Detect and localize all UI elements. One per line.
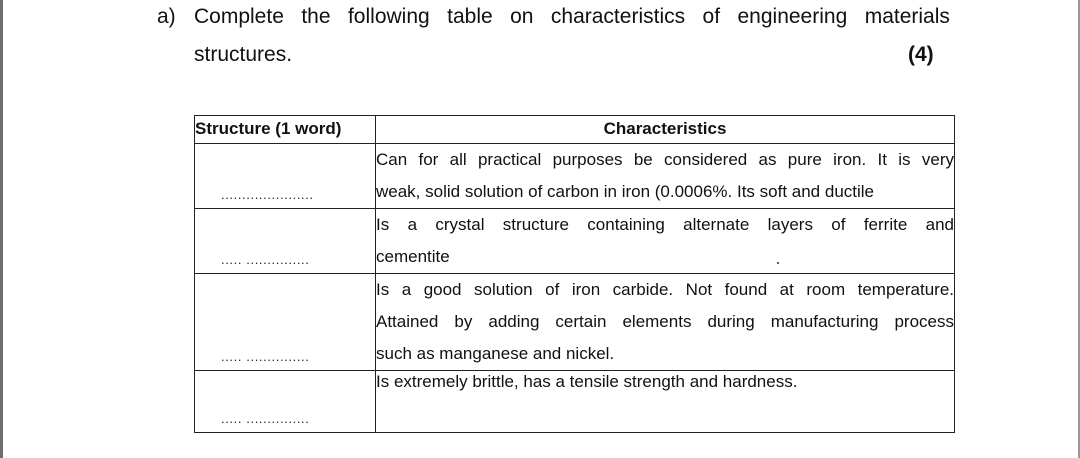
dotted-answer-line: ..... ...............: [221, 411, 310, 426]
table-header-row: [195, 116, 955, 144]
question-text-line-1: [194, 4, 950, 30]
table-row: [195, 144, 955, 209]
characteristics-line: weak, solid solution of carbon in iron (0.0006%. Its soft and ductile: [376, 182, 875, 201]
question-word: of: [702, 5, 721, 28]
table-row: [195, 209, 955, 274]
stray-mark: [777, 262, 779, 264]
table-row: [195, 371, 955, 433]
question-label: a): [157, 5, 176, 28]
table-row: [195, 274, 955, 371]
question-word: the: [301, 5, 331, 28]
characteristics-cell: [376, 144, 955, 209]
page-left-edge: [0, 0, 3, 458]
question-word: Complete: [194, 5, 284, 28]
structure-answer-blank[interactable]: [195, 274, 376, 371]
characteristics-line: such as manganese and nickel.: [376, 344, 615, 363]
question-word: characteristics: [550, 5, 686, 28]
characteristics-cell: [376, 209, 955, 274]
question-word: on: [510, 5, 534, 28]
dotted-answer-line: ......................: [221, 187, 314, 202]
dotted-answer-line: ..... ...............: [221, 349, 310, 364]
characteristics-line: Attained by adding certain elements during manufacturing process: [376, 312, 954, 331]
characteristics-cell: [376, 371, 955, 433]
header-structure: Structure (1 word): [195, 116, 376, 144]
characteristics-cell: [376, 274, 955, 371]
characteristics-line: Is a crystal structure containing alternate layers of ferrite and: [376, 215, 954, 234]
characteristics-line: Can for all practical purposes be considered as pure iron. It is very: [376, 150, 954, 169]
question-word: following: [347, 5, 430, 28]
question-word: materials: [864, 5, 950, 28]
header-characteristics: Characteristics: [376, 116, 955, 144]
characteristics-line: cementite: [376, 247, 450, 266]
characteristics-line: Is extremely brittle, has a tensile strength and hardness.: [376, 372, 798, 391]
question-word: table: [447, 5, 493, 28]
materials-table: [194, 115, 955, 433]
structure-answer-blank[interactable]: [195, 144, 376, 209]
question-word: engineering: [737, 5, 848, 28]
marks-allocation: (4): [908, 43, 934, 66]
structure-answer-blank[interactable]: [195, 209, 376, 274]
structure-answer-blank[interactable]: [195, 371, 376, 433]
characteristics-line: Is a good solution of iron carbide. Not found at room temperature.: [376, 280, 954, 299]
question-text-line-2: structures.: [194, 43, 293, 66]
dotted-answer-line: ..... ...............: [221, 252, 310, 267]
